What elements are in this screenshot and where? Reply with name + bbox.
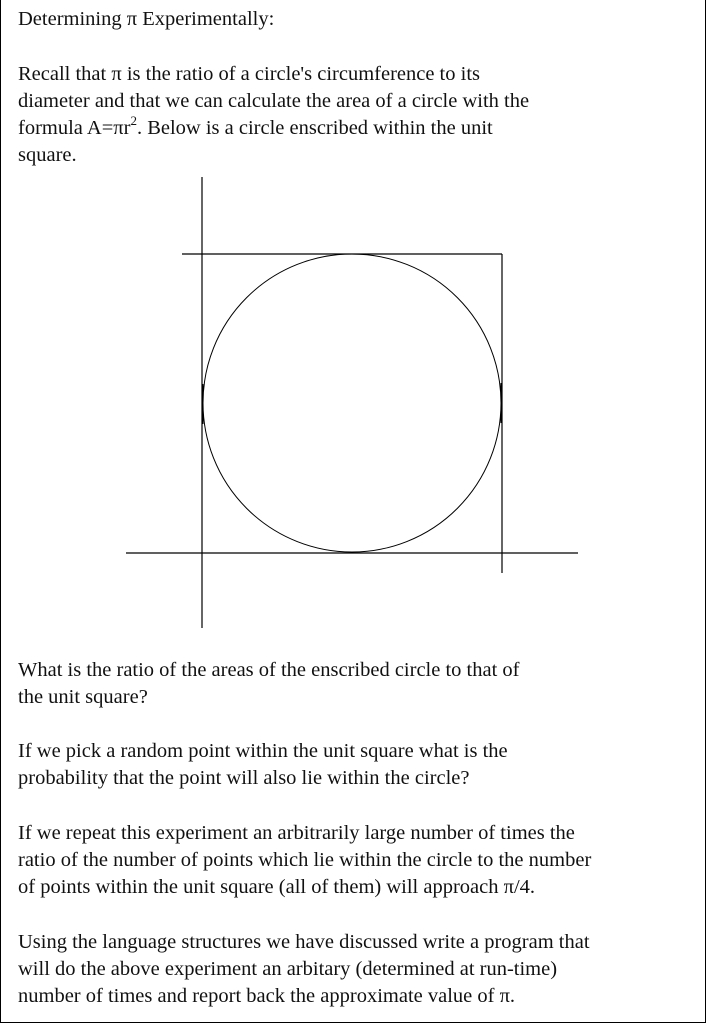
description-line: of points within the unit square (all of them) will approach π/4.: [18, 876, 536, 898]
question-line: probability that the point will also lie within the circle?: [18, 767, 470, 789]
intro-paragraph: [18, 61, 698, 169]
description-line: If we repeat this experiment an arbitrarily large number of times the: [18, 822, 575, 844]
enscribed-circle: [203, 254, 501, 552]
formula-exponent: 2: [130, 113, 137, 128]
intro-line-1: Recall that π is the ratio of a circle's circumference to its: [18, 63, 481, 85]
intro-line-4: square.: [18, 144, 77, 166]
question-line: If we pick a random point within the unit square what is the: [18, 740, 508, 762]
question-area-ratio: [18, 657, 698, 711]
question-line: What is the ratio of the areas of the enscribed circle to that of: [18, 659, 520, 681]
assignment-line: number of times and report back the approximate value of π.: [18, 985, 516, 1007]
intro-line-3: [18, 115, 698, 142]
assignment-line: will do the above experiment an arbitary (determined at run-time): [18, 958, 558, 980]
question-probability: [18, 738, 698, 792]
title-text: Determining π Experimentally:: [18, 8, 275, 30]
experiment-description: [18, 820, 698, 901]
description-line: ratio of the number of points which lie within the circle to the number: [18, 849, 592, 871]
page-title: [18, 6, 698, 33]
program-assignment: [18, 929, 698, 1010]
formula-text: formula A=πr: [18, 117, 131, 139]
intro-line-2: diameter and that we can calculate the area of a circle with the: [18, 90, 530, 112]
assignment-line: Using the language structures we have discussed write a program that: [18, 931, 590, 953]
question-line: the unit square?: [18, 686, 148, 708]
intro-line-3-rest: . Below is a circle enscribed within the unit: [136, 117, 493, 139]
